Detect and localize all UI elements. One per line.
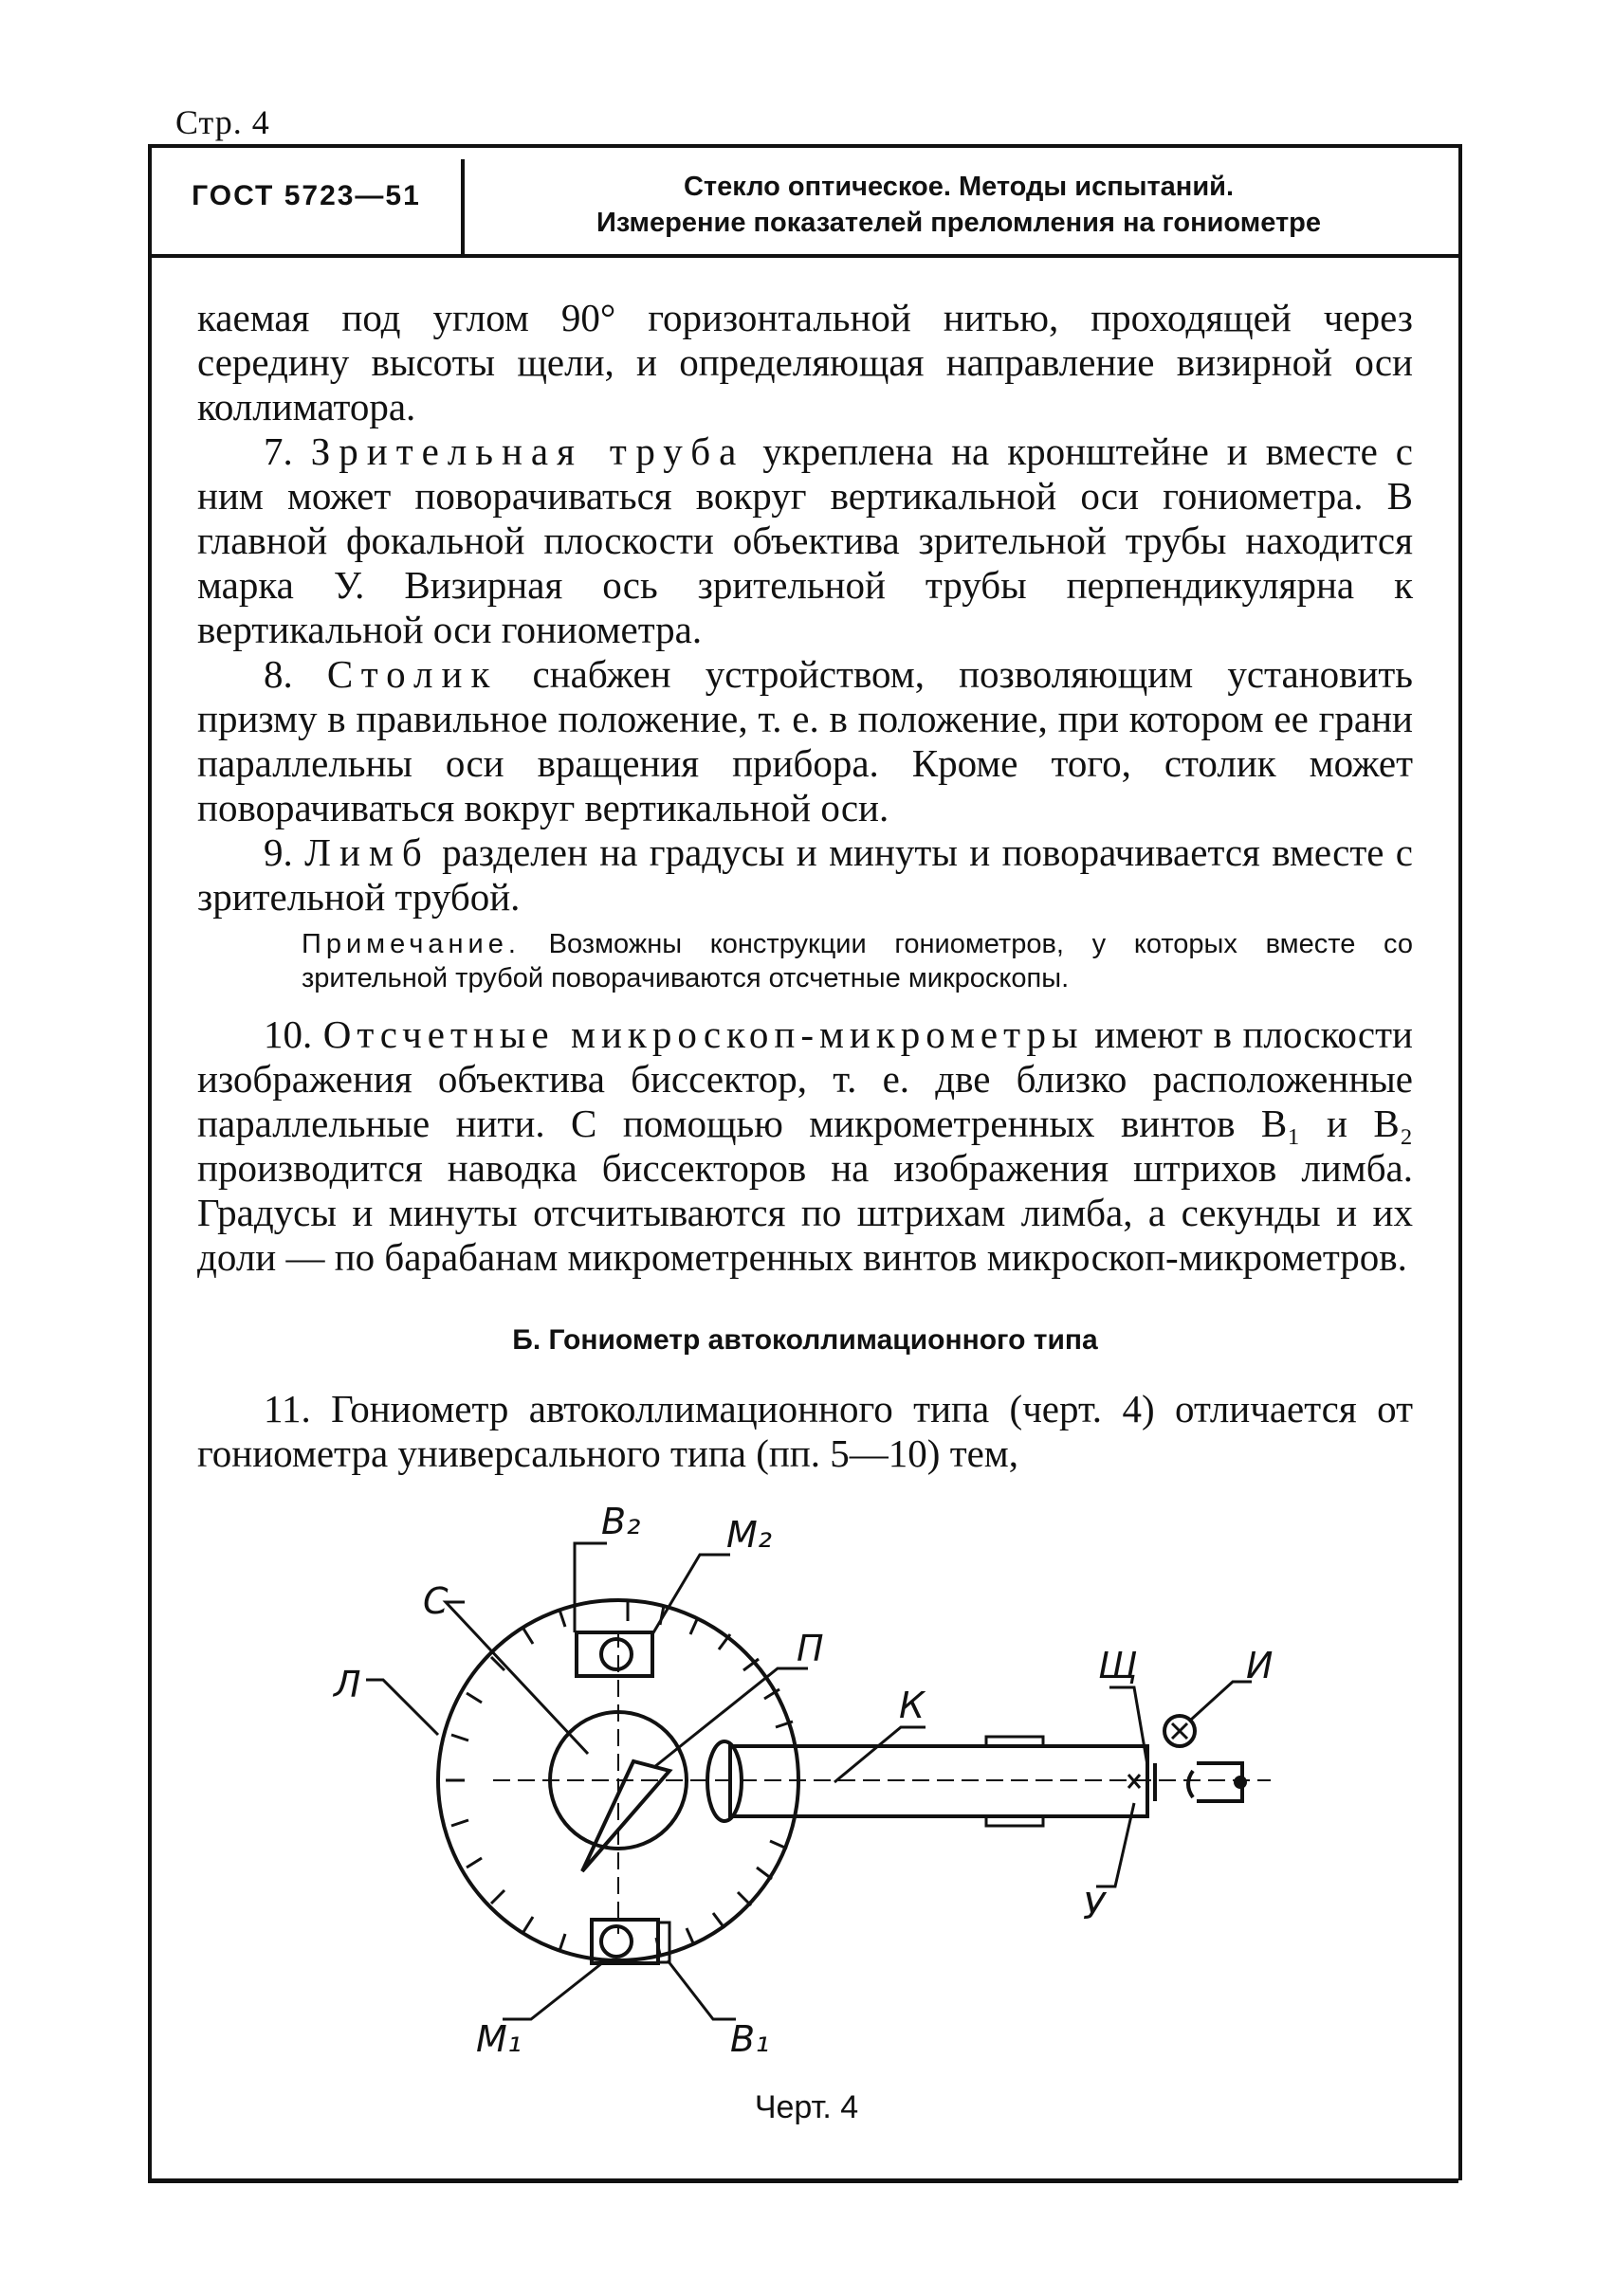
label-sh: Щ <box>1098 1645 1138 1686</box>
gost-code: ГОСТ 5723—51 <box>192 180 421 211</box>
p10-text: имеют в плоскости изображения объектива биссектор, т. е. две близко расположенные параллельные нити. С помощью микрометренных винтов B₁ и B₂ производится наводка биссекторов на изображения штрихов лимба. Градусы и минуты отсчитываются по штрихам лимба, а секунды и их доли — по барабанам микрометренных винтов микроскоп-микрометров. <box>197 1012 1413 1279</box>
header-title-line1: Стекло оптическое. Методы испытаний. <box>683 172 1235 202</box>
p7-text: укреплена на кронштейне и вместе с ним может поворачиваться вокруг вертикальной оси гониометра. В главной фокальной плоскости объектива зрительной трубы находится марка У. Визирная ось зрительной трубы перпендикулярна к вертикальной оси гониометра. <box>197 429 1413 651</box>
label-u: У <box>1083 1886 1106 1927</box>
p9-number: 9. <box>264 830 293 874</box>
label-m2: M₂ <box>726 1514 773 1556</box>
bottom-rule <box>148 2178 1458 2183</box>
p8-text: снабжен устройством, позволяющим установить призму в правильное положение, т. е. в положение, при котором ее грани параллельны оси вращения прибора. Кроме того, столик может поворачиваться вокруг вертикальной оси. <box>197 652 1413 829</box>
label-b1: B₁ <box>730 2018 770 2060</box>
prism <box>582 1761 669 1871</box>
section-title: Б. Гониометр автоколлимационного типа <box>512 1324 1098 1356</box>
p10-number: 10. <box>264 1012 313 1056</box>
note-label: Примечание. <box>302 929 521 959</box>
p8-term: Столик <box>326 652 499 696</box>
paragraph-intro: каемая под углом 90° горизонтальной нитью, проходящей через середину высоты щели, и определяющая направление визирной оси коллиматора. <box>197 296 1413 428</box>
label-m1: M₁ <box>476 2018 522 2060</box>
label-k: К <box>899 1685 925 1726</box>
label-c: C <box>423 1580 449 1622</box>
header-title-line2: Измерение показателей преломления на гониометре <box>596 208 1321 238</box>
p9-term: Лимб <box>304 830 431 874</box>
paragraph-11: 11. Гониометр автоколлимационного типа (черт. 4) отличается от гониометра универсального типа (пп. 5—10) тем, <box>197 1387 1413 1475</box>
label-b2: B₂ <box>601 1501 641 1542</box>
p9-text: разделен на градусы и минуты и поворачивается вместе с зрительной трубой. <box>197 830 1414 919</box>
note-text: Возможны конструкции гониометров, у которых вместе со зрительной трубой поворачиваются отсчетные микроскопы. <box>302 929 1413 993</box>
p8-number: 8. <box>264 652 293 696</box>
p7-term: Зрительная труба <box>310 429 745 473</box>
p7-number: 7. <box>264 429 293 473</box>
page-number: Стр. 4 <box>175 103 270 141</box>
label-l: Л <box>334 1664 361 1705</box>
label-i: И <box>1246 1645 1274 1686</box>
figure-caption: Черт. 4 <box>754 2089 859 2125</box>
p10-term: Отсчетные микроскоп-микрометры <box>322 1012 1084 1056</box>
label-p: П <box>797 1628 824 1669</box>
